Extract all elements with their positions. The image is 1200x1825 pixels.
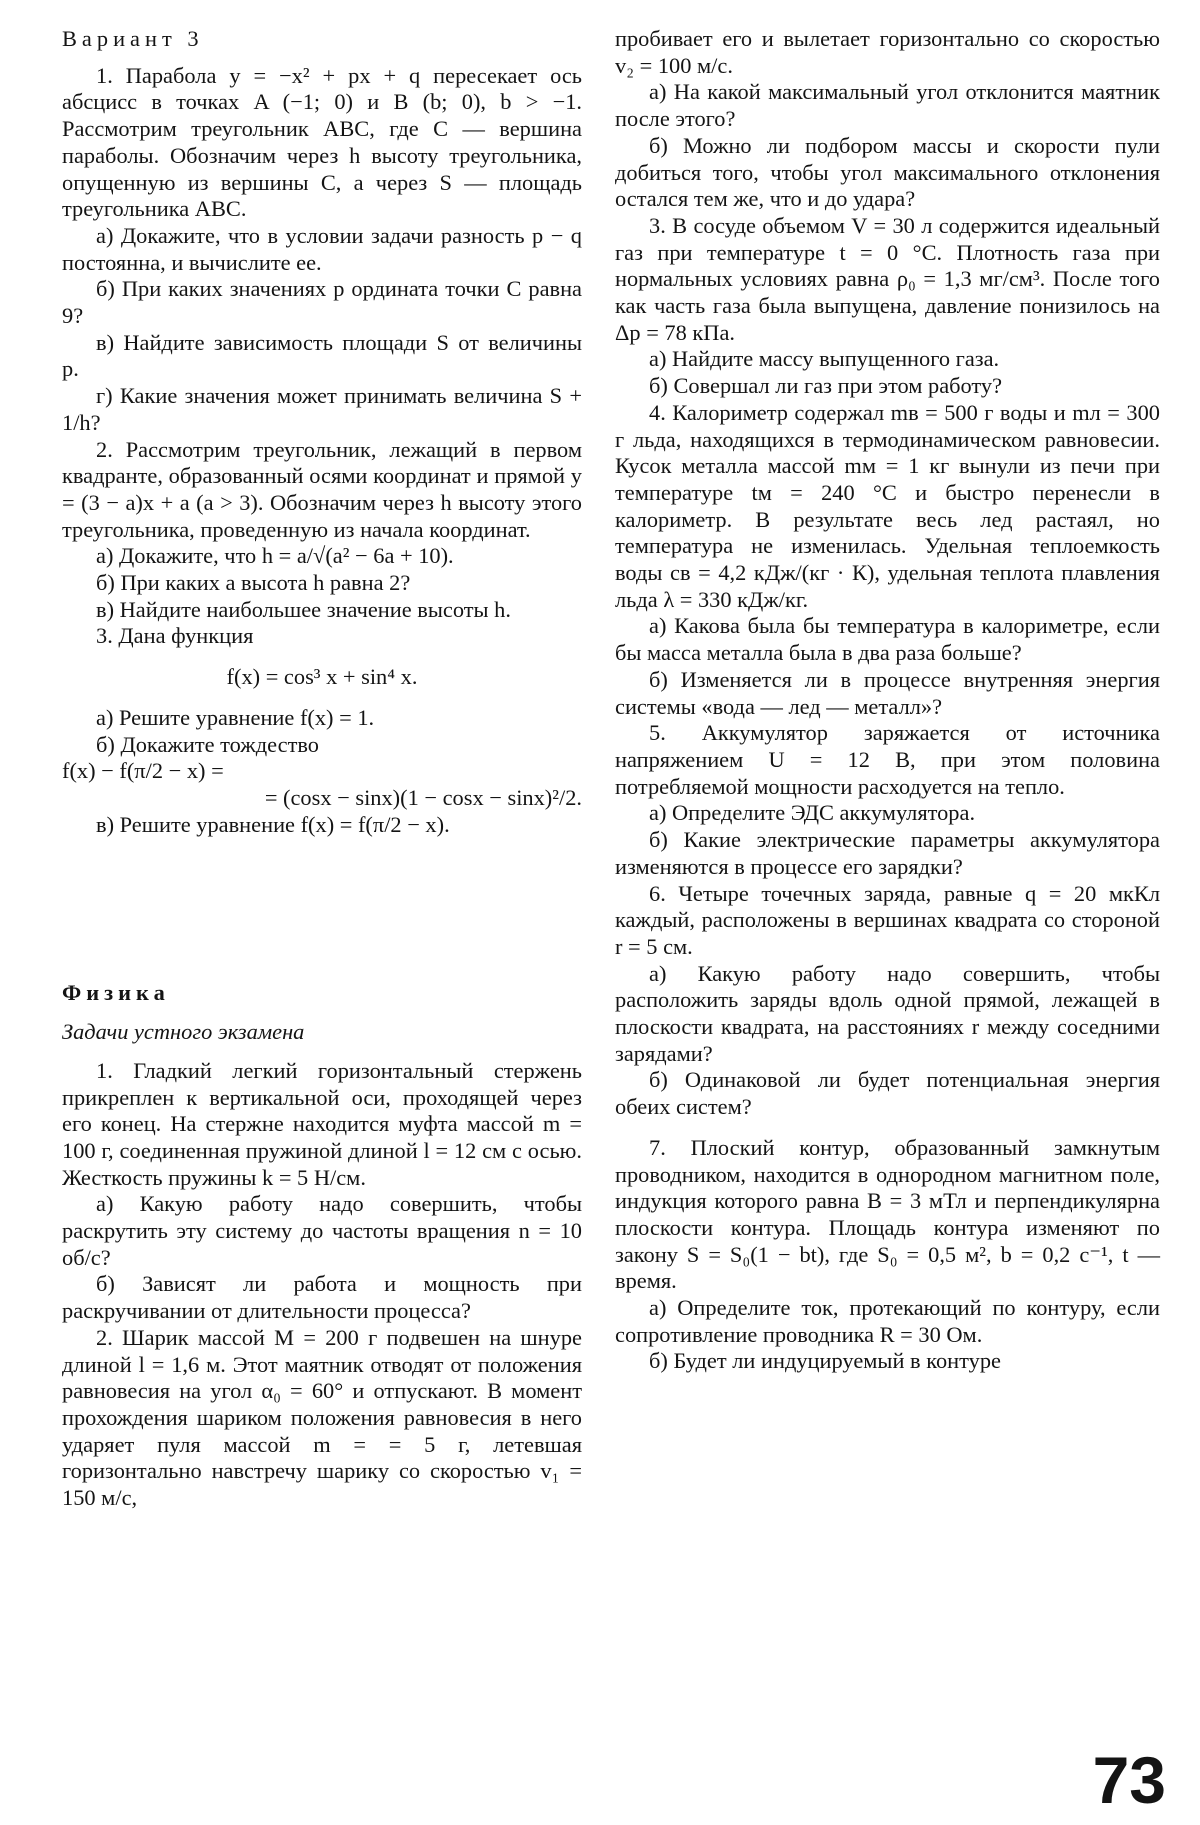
physics-task-7: 7. Плоский контур, образованный замкнутым проводником, находится в однородном магнитном поле, индукция которого равна B = 3 мТл и перпендикулярна плоскости контура. Площадь контура изменяют по закону S = S₀(1 − bt), где S₀ = 0,5 м², b = 0,2 с⁻¹, t — время. <box>615 1134 1160 1294</box>
physics-task-2b: б) Можно ли подбором массы и скорости пули добиться того, чтобы угол максимального отклонения остался тем же, что и до удара? <box>615 132 1160 212</box>
math-task-2c: в) Найдите наибольшее значение высоты h. <box>96 596 511 622</box>
page-number: 73 <box>1092 1743 1166 1817</box>
spacer <box>62 838 582 966</box>
physics-task-7a: а) Определите ток, протекающий по контуру, если сопротивление проводника R = 30 Ом. <box>615 1295 1160 1347</box>
physics-task-1a: а) Какую работу надо совершить, чтобы раскрутить эту систему до частоты вращения n = 10 об/с? <box>62 1191 582 1270</box>
function-formula: f(x) = cos³ x + sin⁴ x. <box>226 664 418 690</box>
physics-heading: Физика <box>62 980 170 1006</box>
math-task-3b: б) Докажите тождество <box>96 731 319 757</box>
spacer <box>62 650 582 664</box>
math-task-1a: а) Докажите, что в условии задачи разность p − q постоянна, и вычислите ее. <box>62 222 582 275</box>
math-task-1: 1. Парабола y = −x² + px + q пересекает ось абсцисс в точках A (−1; 0) и B (b; 0), b > −1. Рассмотрим треугольник ABC, где C — вершина параболы. Обозначим через h высоту треугольника, опущенную из вершины C, а через S — площадь треугольника ABC. <box>62 62 582 222</box>
right-column <box>615 26 1160 1375</box>
physics-task-2a: а) На какой максимальный угол отклонится маятник после этого? <box>615 79 1160 132</box>
math-task-2b: б) При каких a высота h равна 2? <box>96 570 411 596</box>
math-task-3a: а) Решите уравнение f(x) = 1. <box>96 704 375 730</box>
physics-task-4a: а) Какова была бы температура в калориметре, если бы масса металла была в два раза больше? <box>615 613 1160 666</box>
physics-task-4b: б) Изменяется ли в процессе внутренняя энергия системы «вода — лед — металл»? <box>615 666 1160 719</box>
math-task-1d: г) Какие значения может принимать величина S + 1/h? <box>62 383 582 435</box>
physics-task-6b: б) Одинаковой ли будет потенциальная энергия обеих систем? <box>615 1067 1160 1120</box>
physics-task-4: 4. Калориметр содержал mв = 500 г воды и mл = 300 г льда, находящихся в термодинамическом равновесии. Кусок металла массой mм = 1 кг вынули из печи при температуре tм = 240 °C и быстро перенесли в калориметр. В результате весь лед растаял, но температура не изменилась. Удельная теплоемкость воды cв = 4,2 кДж/(кг · К), удельная теплота плавления льда λ = 330 кДж/кг. <box>615 399 1160 612</box>
physics-task-1b: б) Зависят ли работа и мощность при раскручивании от длительности процесса? <box>62 1271 582 1324</box>
physics-task-5b: б) Какие электрические параметры аккумулятора изменяются в процессе его зарядки? <box>615 827 1160 879</box>
math-task-2: 2. Рассмотрим треугольник, лежащий в первом квадранте, образованный осями координат и прямой y = (3 − a)x + a (a > 3). Обозначим через h высоту этого треугольника, проведенную из начала координат. <box>62 436 582 542</box>
physics-task-5a: а) Определите ЭДС аккумулятора. <box>649 800 976 826</box>
physics-task-6: 6. Четыре точечных заряда, равные q = 20 мкКл каждый, расположены в вершинах квадрата со стороной r = 5 см. <box>615 880 1160 959</box>
spacer <box>615 1121 1160 1135</box>
math-task-3c: в) Решите уравнение f(x) = f(π/2 − x). <box>96 811 450 837</box>
variant-heading: Вариант 3 <box>62 26 204 51</box>
oral-exam-heading: Задачи устного экзамена <box>62 1019 305 1045</box>
physics-task-5: 5. Аккумулятор заряжается от источника напряжением U = 12 В, при этом половина потребляемой мощности расходуется на тепло. <box>615 720 1160 799</box>
physics-task-7b: б) Будет ли индуцируемый в контуре <box>649 1348 1001 1374</box>
identity-line-1: f(x) − f(π/2 − x) = <box>62 758 224 784</box>
math-task-3: 3. Дана функция <box>96 623 254 649</box>
physics-task-3b: б) Совершал ли газ при этом работу? <box>649 373 1003 399</box>
left-column <box>62 26 582 1512</box>
spacer <box>62 691 582 705</box>
physics-task-1: 1. Гладкий легкий горизонтальный стержень прикреплен к вертикальной оси, проходящей через его конец. На стержне находится муфта массой m = 100 г, соединенная пружиной длиной l = 12 см с осью. Жесткость пружины k = 5 Н/см. <box>62 1057 582 1190</box>
math-task-2a: а) Докажите, что h = a/√(a² − 6a + 10). <box>96 543 454 569</box>
math-task-1c: в) Найдите зависимость площади S от величины p. <box>62 329 582 382</box>
physics-task-2-cont: пробивает его и вылетает горизонтально со скоростью v₂ = 100 м/с. <box>615 26 1160 78</box>
physics-task-3a: а) Найдите массу выпущенного газа. <box>649 346 1000 372</box>
identity-line-2: = (cosx − sinx)(1 − cosx − sinx)²/2. <box>264 784 582 810</box>
physics-task-6a: а) Какую работу надо совершить, чтобы расположить заряды вдоль одной прямой, лежащей в плоскости квадрата, на расстояниях r между соседними зарядами? <box>615 960 1160 1066</box>
physics-task-3: 3. В сосуде объемом V = 30 л содержится идеальный газ при температуре t = 0 °C. Плотность газа при нормальных условиях равна ρ₀ = 1,3 мг/см³. После того как часть газа была выпущена, давление понизилось на Δp = 78 кПа. <box>615 212 1160 345</box>
math-task-1b: б) При каких значениях p ордината точки C равна 9? <box>62 276 582 329</box>
physics-task-2: 2. Шарик массой M = 200 г подвешен на шнуре длиной l = 1,6 м. Этот маятник отводят от положения равновесия на угол α₀ = 60° и отпускают. В момент прохождения шариком положения равновесия в него ударяет пуля массой m = = 5 г, летевшая горизонтально навстречу шарику со скоростью v₁ = 150 м/с, <box>62 1324 582 1511</box>
